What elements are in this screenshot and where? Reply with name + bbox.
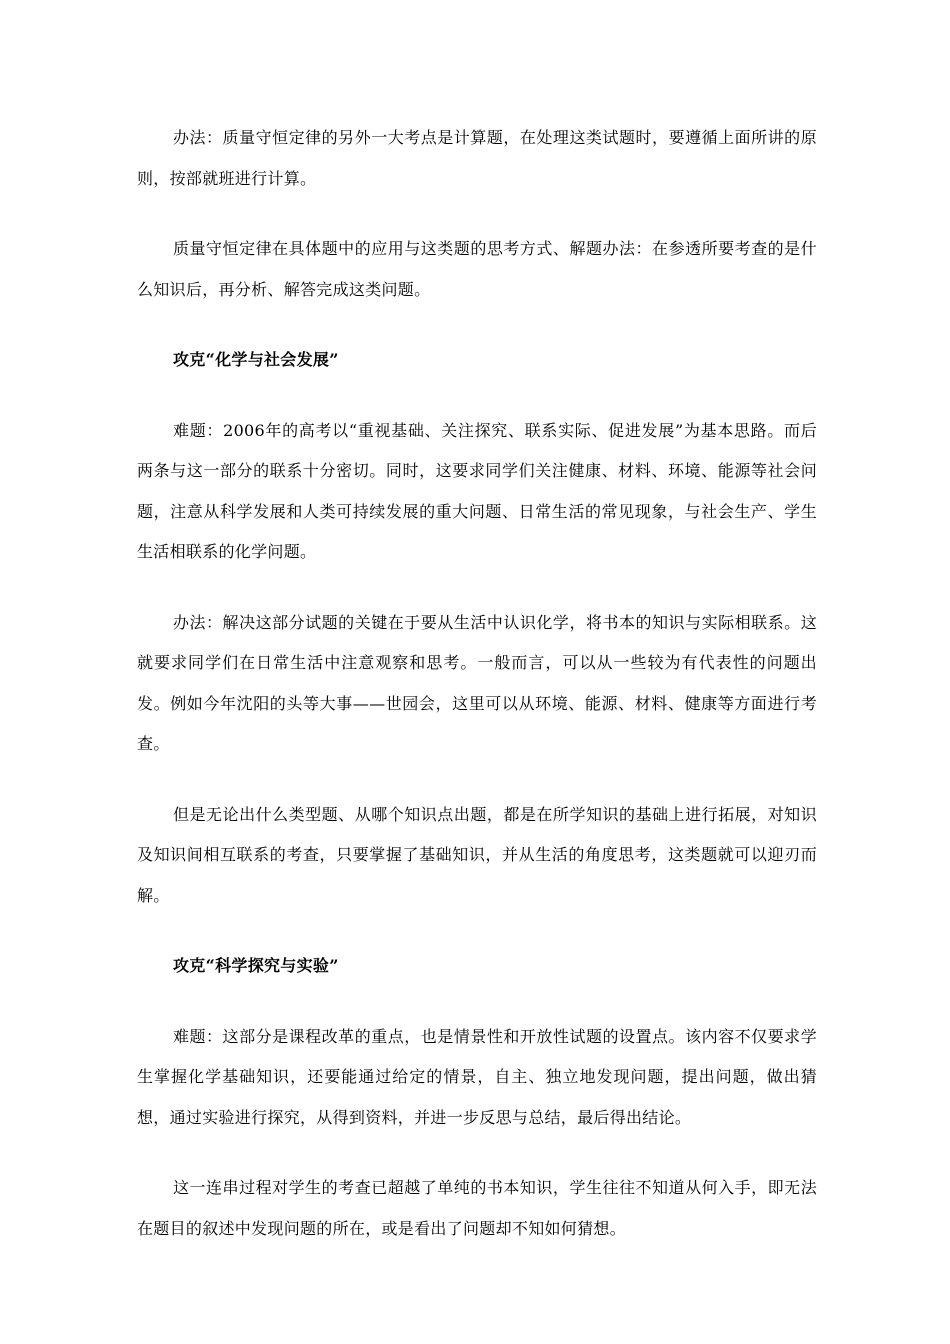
paragraph-inquiry-difficulty: 难题：这部分是课程改革的重点，也是情景性和开放性试题的设置点。该内容不仅要求学生掌握化学基础知识，还要能通过给定的情景，自主、独立地发现问题，提出问题，做出猜想，通过实验进行探究，从得到资料，并进一步反思与总结，最后得出结论。	[137, 1026, 817, 1127]
section-heading-inquiry-experiment: 攻克“科学探究与实验”	[173, 956, 339, 975]
section-heading-chemistry-society: 攻克“化学与社会发展”	[173, 350, 339, 369]
paragraph-conservation-application: 质量守恒定律在具体题中的应用与这类题的思考方式、解题办法：在参透所要考查的是什么知识后，再分析、解答完成这类问题。	[137, 239, 817, 299]
document-body	[137, 118, 817, 1279]
paragraph-society-summary: 但是无论出什么类型题、从哪个知识点出题，都是在所学知识的基础上进行拓展，对知识及知识间相互联系的考查，只要掌握了基础知识，并从生活的角度思考，这类题就可以迎刃而解。	[137, 804, 817, 905]
paragraph-society-difficulty: 难题：2006年的高考以“重视基础、关注探究、联系实际、促进发展”为基本思路。而后两条与这一部分的联系十分密切。同时，这要求同学们关注健康、材料、环境、能源等社会问题，注意从科学发展和人类可持续发展的重大问题、日常生活的常见现象，与社会生产、学生生活相联系的化学问题。	[137, 420, 817, 561]
paragraph-inquiry-process: 这一连串过程对学生的考查已超越了单纯的书本知识，学生往往不知道从何入手，即无法在题目的叙述中发现问题的所在，或是看出了问题却不知如何猜想。	[137, 1178, 817, 1238]
paragraph-society-method: 办法：解决这部分试题的关键在于要从生活中认识化学，将书本的知识与实际相联系。这就要求同学们在日常生活中注意观察和思考。一般而言，可以从一些较为有代表性的问题出发。例如今年沈阳的头等大事——世园会，这里可以从环境、能源、材料、健康等方面进行考查。	[137, 612, 817, 753]
paragraph-calc-method: 办法：质量守恒定律的另外一大考点是计算题，在处理这类试题时，要遵循上面所讲的原则，按部就班进行计算。	[137, 128, 817, 188]
